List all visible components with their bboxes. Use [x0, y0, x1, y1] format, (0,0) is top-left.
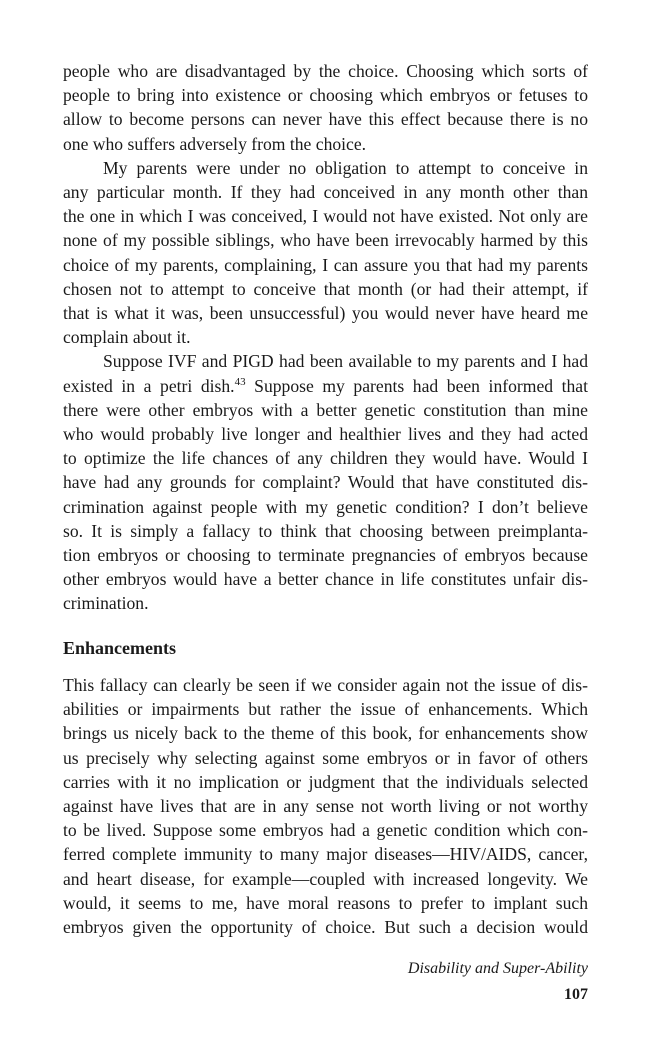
text-line: crimination against people with my genetic condition? I don’t believe	[63, 496, 588, 517]
page-number: 107	[564, 986, 588, 1003]
text-line: tion embryos or choosing to terminate pregnancies of embryos because	[63, 545, 588, 566]
body-text-top	[63, 59, 588, 616]
text-line: brings us nicely back to the theme of this book, for enhancements show	[63, 723, 588, 744]
text-line: and heart disease, for example—coupled with increased longevity. We	[63, 868, 588, 889]
text-segment: existed in a petri dish.	[63, 375, 235, 396]
footnote-reference: 43	[234, 375, 246, 388]
text-line: people who are disadvantaged by the choice. Choosing which sorts of	[63, 61, 588, 81]
text-line: to optimize the life chances of any children they would have. Would I	[63, 448, 588, 469]
text-line: would, it seems to me, have moral reasons to prefer to implant such	[63, 892, 588, 913]
text-line: have had any grounds for complaint? Would that have constituted dis-	[63, 472, 588, 493]
text-line: to be lived. Suppose some embryos had a genetic condition which con-	[63, 820, 588, 841]
text-line: people to bring into existence or choosing which embryos or fetuses to	[63, 85, 588, 106]
text-line: against have lives that are in any sense not worth living or not worthy	[63, 796, 588, 817]
text-line: there were other embryos with a better genetic constitution than mine	[63, 399, 588, 420]
paragraph-1	[63, 59, 588, 156]
paragraph-2	[63, 156, 588, 350]
text-line: allow to become persons can never have this effect because there is no	[63, 109, 588, 130]
text-line: us precisely why selecting against some embryos or in favor of others	[63, 747, 588, 768]
paragraph-3	[63, 349, 588, 615]
text-line: who would probably live longer and healthier lives and they had acted	[63, 424, 588, 445]
text-line	[63, 374, 588, 398]
text-line: none of my possible siblings, who have been irrevocably harmed by this	[63, 230, 588, 251]
running-title: Disability and Super-Ability	[407, 960, 588, 977]
text-line: My parents were under no obligation to attempt to conceive in	[103, 157, 588, 178]
text-line: the one in which I was conceived, I would not have existed. Not only are	[63, 206, 588, 227]
body-text-bottom	[63, 673, 588, 939]
paragraph-4	[63, 673, 588, 939]
text-segment: Suppose my parents had been informed that	[245, 375, 588, 396]
text-line: so. It is simply a fallacy to think that choosing between preimplanta-	[63, 520, 588, 541]
text-line: complain about it.	[63, 327, 191, 348]
text-line: any particular month. If they had conceived in any month other than	[63, 182, 588, 203]
text-line: choice of my parents, complaining, I can assure you that had my parents	[63, 254, 588, 275]
text-line: carries with it no implication or judgment that the individuals selected	[63, 771, 588, 792]
section-heading: Enhancements	[63, 638, 177, 658]
text-line: This fallacy can clearly be seen if we consider again not the issue of dis-	[63, 675, 588, 695]
text-line: abilities or impairments but rather the issue of enhancements. Which	[63, 699, 588, 720]
text-line: one who suffers adversely from the choice.	[63, 133, 367, 154]
text-line: crimination.	[63, 593, 149, 614]
text-line: Suppose IVF and PIGD had been available to my parents and I had	[103, 351, 588, 372]
text-line: other embryos would have a better chance in life constitutes unfair dis-	[63, 569, 588, 590]
text-line: chosen not to attempt to conceive that month (or had their attempt, if	[63, 278, 588, 299]
text-line: embryos given the opportunity of choice. But such a decision would	[63, 917, 588, 938]
text-line: that is what it was, been unsuccessful) you would never have heard me	[63, 303, 588, 324]
text-line: ferred complete immunity to many major diseases—HIV/AIDS, cancer,	[63, 844, 588, 865]
